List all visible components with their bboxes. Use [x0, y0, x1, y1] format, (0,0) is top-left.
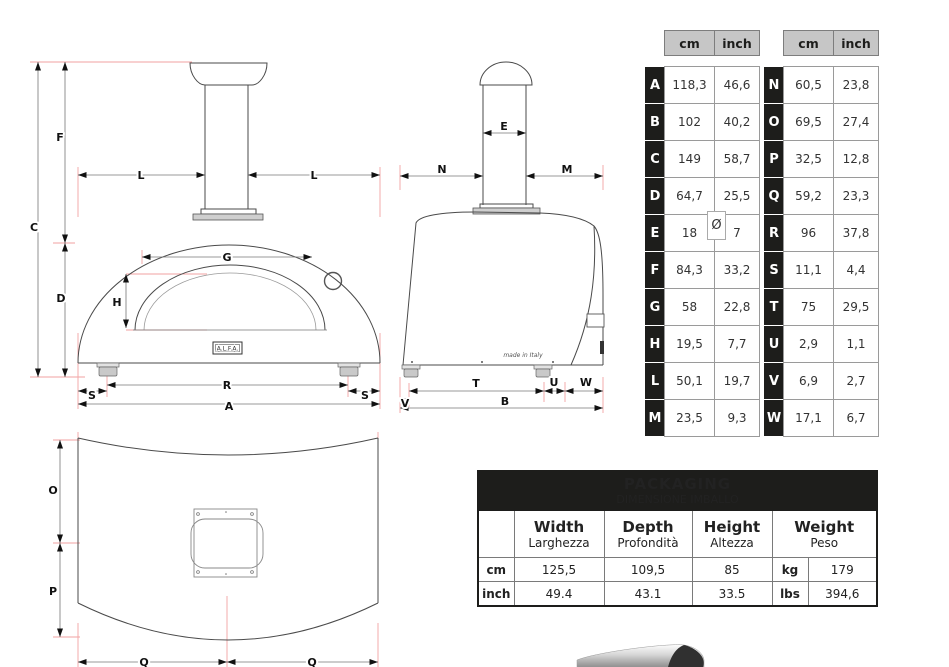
- dim-label-L1: L: [137, 169, 145, 182]
- dim-label-U: U: [549, 376, 559, 389]
- unit-cell: inch: [478, 582, 514, 607]
- front-view-drawing: [25, 25, 395, 420]
- bottom-dimension-lines: [60, 440, 378, 662]
- dimension-letter: R: [764, 215, 784, 252]
- dim-label-B: B: [500, 395, 510, 408]
- dim-label-H: H: [112, 296, 122, 309]
- dimension-cm-value: 84,3: [664, 251, 715, 289]
- dimension-cm-value: 2,9: [783, 325, 834, 363]
- dimension-letter: M: [645, 400, 665, 437]
- dimension-letter: S: [764, 252, 784, 289]
- dimension-letter: L: [645, 363, 665, 400]
- dimension-cm-value: 59,2: [783, 177, 834, 215]
- thermometer-icon: [325, 273, 342, 290]
- dimension-cm-value: 11,1: [783, 251, 834, 289]
- front-oven-outline: [78, 63, 380, 376]
- bottom-panel-outline: [78, 438, 378, 640]
- bottom-dimension-labels: [48, 484, 316, 667]
- dimension-inch-value: 23,8: [833, 66, 879, 104]
- dimension-inch-value: 58,7: [714, 140, 760, 178]
- dim-label-S1: S: [88, 389, 96, 402]
- dimension-cm-value: 149: [664, 140, 715, 178]
- dim-label-L2: L: [310, 169, 318, 182]
- dimension-cm-value: 75: [783, 288, 834, 326]
- front-dimension-labels: [30, 131, 369, 413]
- dimension-inch-value: 12,8: [833, 140, 879, 178]
- unit-header-inch: inch: [714, 30, 760, 56]
- diameter-symbol: Ø: [707, 211, 726, 240]
- dimension-cm-value: 96: [783, 214, 834, 252]
- dimension-letter: O: [764, 104, 784, 141]
- dim-label-Q2: Q: [307, 656, 317, 667]
- dimension-inch-value: 40,2: [714, 103, 760, 141]
- dimension-cm-value: 23,5: [664, 399, 715, 437]
- dimension-cm-value: 118,3: [664, 66, 715, 104]
- col-header-weight: Weight Peso: [772, 511, 877, 558]
- height-inch: 33.5: [692, 582, 772, 607]
- dimension-cm-value: 32,5: [783, 140, 834, 178]
- dim-label-N: N: [437, 163, 447, 176]
- unit-cell: cm: [478, 558, 514, 582]
- packaging-row-cm: [478, 558, 877, 582]
- dimension-letter: Q: [764, 178, 784, 215]
- dimension-cm-value: 58: [664, 288, 715, 326]
- dim-label-S2: S: [361, 389, 369, 402]
- dimensions-table: [645, 30, 879, 437]
- dimensions-table-left: [645, 30, 760, 437]
- weight-lbs: 394,6: [808, 582, 877, 607]
- packaging-table: [477, 470, 878, 607]
- dim-label-M: M: [561, 163, 573, 176]
- dim-label-V: V: [400, 397, 410, 410]
- alfa-logo-badge: [213, 342, 242, 354]
- dim-label-A: A: [224, 400, 234, 413]
- side-dimension-lines: [400, 133, 603, 408]
- dimension-inch-value: 1,1: [833, 325, 879, 363]
- dim-label-O: O: [48, 484, 58, 497]
- alfa-logo-text: A.L.F.A.: [216, 345, 239, 353]
- dimension-inch-value: 37,8: [833, 214, 879, 252]
- height-cm: 85: [692, 558, 772, 582]
- dimension-cm-value: 64,7: [664, 177, 715, 215]
- dimension-cm-value: 102: [664, 103, 715, 141]
- packaging-row-inch: [478, 582, 877, 607]
- dimension-letter: A: [645, 67, 665, 104]
- dimension-letter: D: [645, 178, 665, 215]
- dimension-letter: V: [764, 363, 784, 400]
- chimney-hole: [191, 519, 263, 568]
- dim-label-D: D: [56, 292, 66, 305]
- dimension-cm-value: 17,1: [783, 399, 834, 437]
- dimensions-table-right: [764, 30, 879, 437]
- depth-cm: 109,5: [604, 558, 692, 582]
- dimension-cm-value: 69,5: [783, 103, 834, 141]
- dimension-letter: P: [764, 141, 784, 178]
- dimension-letter: E: [645, 215, 665, 252]
- oven-product-photo: [572, 642, 712, 667]
- dim-label-F: F: [56, 131, 64, 144]
- dim-label-C: C: [29, 221, 39, 234]
- dimension-letter: G: [645, 289, 665, 326]
- dimension-inch-value: 7,7: [714, 325, 760, 363]
- dimension-inch-value: 25,5: [714, 177, 760, 215]
- bottom-extension-lines: [53, 432, 378, 667]
- side-extension-lines: [400, 165, 603, 413]
- dimension-inch-value: 6,7: [833, 399, 879, 437]
- top-view-drawing: [40, 428, 420, 667]
- dimension-inch-value: 4,4: [833, 251, 879, 289]
- door-handle: [587, 314, 604, 327]
- width-inch: 49.4: [514, 582, 604, 607]
- packaging-title: PACKAGING: [623, 475, 732, 493]
- dimension-letter: C: [645, 141, 665, 178]
- unit-header-cm: cm: [664, 30, 715, 56]
- side-oven-outline: [402, 62, 604, 377]
- unit-header-cm: cm: [783, 30, 834, 56]
- dimension-inch-value: 46,6: [714, 66, 760, 104]
- made-in-italy-text: made in Italy: [503, 352, 543, 359]
- col-header-depth: Depth Profondità: [604, 511, 692, 558]
- dim-label-G: G: [222, 251, 232, 264]
- weight-unit-lbs: lbs: [772, 582, 808, 607]
- weight-unit-kg: kg: [772, 558, 808, 582]
- dimension-inch-value: 19,7: [714, 362, 760, 400]
- width-cm: 125,5: [514, 558, 604, 582]
- dim-label-Q1: Q: [139, 656, 149, 667]
- dimension-inch-value: 23,3: [833, 177, 879, 215]
- dimension-letter: H: [645, 326, 665, 363]
- side-latch: [600, 341, 604, 354]
- side-view-drawing: [395, 55, 615, 420]
- packaging-subtitle: DIMENSIONE IMBALLO: [616, 493, 739, 506]
- side-dimension-labels: [401, 120, 592, 410]
- dimension-letter: F: [645, 252, 665, 289]
- col-header-height: Height Altezza: [692, 511, 772, 558]
- dimension-letter: U: [764, 326, 784, 363]
- dim-label-T: T: [472, 377, 480, 390]
- weight-kg: 179: [808, 558, 877, 582]
- packaging-header: [478, 471, 877, 511]
- dim-label-R: R: [222, 379, 232, 392]
- unit-header-inch: inch: [833, 30, 879, 56]
- dimension-inch-value: 33,2: [714, 251, 760, 289]
- dimension-inch-value: 7: [714, 214, 760, 252]
- dimension-letter: T: [764, 289, 784, 326]
- dimension-letter: W: [764, 400, 784, 437]
- col-header-width: Width Larghezza: [514, 511, 604, 558]
- dimension-letter: B: [645, 104, 665, 141]
- dim-label-P: P: [48, 585, 58, 598]
- dim-label-E: E: [500, 120, 508, 133]
- dimension-cm-value: 19,5: [664, 325, 715, 363]
- dimension-inch-value: 2,7: [833, 362, 879, 400]
- dimension-cm-value: 18: [664, 214, 715, 252]
- dimension-letter: N: [764, 67, 784, 104]
- dim-label-W: W: [579, 376, 593, 389]
- dimension-inch-value: 22,8: [714, 288, 760, 326]
- dimension-inch-value: 9,3: [714, 399, 760, 437]
- front-dimension-lines: [38, 62, 380, 404]
- dimension-cm-value: 60,5: [783, 66, 834, 104]
- dimension-inch-value: 29,5: [833, 288, 879, 326]
- dimension-cm-value: 6,9: [783, 362, 834, 400]
- dimension-cm-value: 50,1: [664, 362, 715, 400]
- depth-inch: 43.1: [604, 582, 692, 607]
- dimension-inch-value: 27,4: [833, 103, 879, 141]
